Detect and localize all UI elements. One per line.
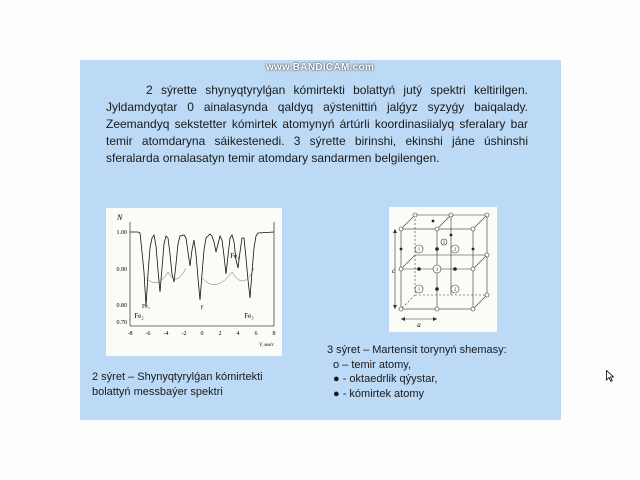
y-tick: 0.70 (116, 320, 127, 326)
peak-label: Fe₁ (230, 252, 240, 260)
x-tick: 0 (200, 331, 204, 337)
legend-carbon-atom: ● - kómirtek atomy (333, 387, 424, 400)
sphere-number: 2 (453, 286, 457, 292)
dimension-c-label: c (392, 267, 396, 275)
figure-3-caption-title: 3 sýret – Martensit torynyń shemasy: (327, 344, 507, 356)
x-tick: 4 (236, 331, 240, 337)
bandicam-watermark: www.BANDICAM.com (265, 62, 375, 73)
y-axis-label: N (117, 213, 123, 222)
peak-label: Fe₂ (134, 312, 144, 320)
x-tick: 2 (218, 331, 222, 337)
figure-2-caption: 2 sýret – Shynyqtyrylǵan kómirtekti bolattyń messbaýer spektri (92, 371, 263, 398)
y-tick: 0.80 (116, 303, 127, 309)
dimension-a-label: a (417, 321, 421, 329)
spectrum-curve (130, 232, 274, 306)
x-tick: 6 (254, 331, 258, 337)
sphere-number: 1 (417, 246, 421, 252)
x-tick: -4 (163, 331, 169, 337)
peak-label: Fe₃ (244, 312, 254, 320)
presentation-slide (80, 60, 561, 420)
slide-paragraph: 2 sýrette shynyqtyrylǵan kómirtekti bolattyń jutý spektri keltirilgen. Jyldamdyqtar 0 ainalasynda qaldyq aýstenittiń jalǵyz syzyǵy baiqalady. Zeemandyq sekstetter kómirtek atomynyń ártúrli koordinasiialyq sferalary bar temir atomdaryna sáikestenedi. 3 sýrette birinshi, ekinshi jáne úshinshi sferalarda ornalasatyn temir atomdary sandarmen belgilengen. (106, 83, 528, 165)
legend-octahedral-void: ● - oktaedrlik qýystar, (333, 373, 438, 385)
sphere-number: 1 (417, 286, 421, 292)
y-tick: 1.00 (116, 230, 127, 236)
martensite-lattice-figure (389, 207, 497, 332)
sphere-number: 3 (435, 266, 439, 272)
x-axis-label: V, мм/с (259, 343, 274, 348)
x-tick: 8 (272, 331, 276, 337)
y-tick: 0.90 (116, 267, 127, 273)
x-tick: -6 (145, 331, 151, 337)
legend-iron-atom: o – temir atomy, (333, 358, 412, 371)
peak-label: Fe₁ (141, 304, 151, 310)
sphere-number: 3 (442, 239, 446, 245)
x-tick: -2 (181, 331, 187, 337)
mossbauer-spectrum-figure (106, 208, 282, 356)
sphere-number: 2 (453, 246, 457, 252)
x-tick: -8 (127, 331, 133, 337)
peak-label: γ (200, 304, 204, 310)
mouse-cursor-icon (606, 369, 614, 387)
figure-3-caption (327, 343, 557, 401)
